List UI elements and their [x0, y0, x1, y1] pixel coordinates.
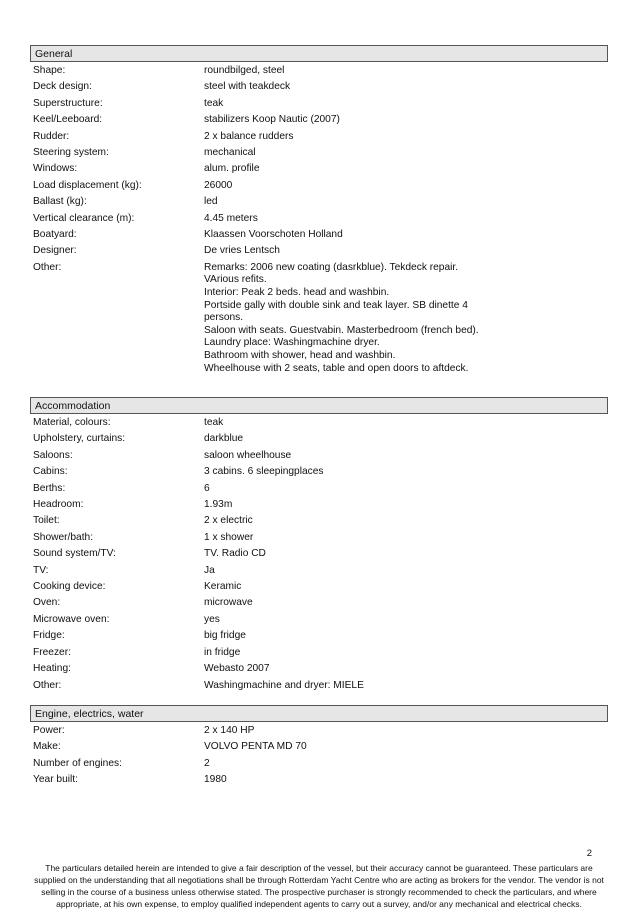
section-engine: [30, 705, 608, 789]
spec-row: [30, 756, 608, 772]
section-header-general: General: [30, 45, 608, 62]
spec-value: alum. profile: [204, 163, 260, 175]
spec-value: 2: [204, 757, 210, 769]
spec-value: steel with teakdeck: [204, 81, 291, 93]
spec-row: [30, 739, 608, 755]
spec-label: Designer:: [33, 245, 77, 257]
section-general: [30, 45, 608, 375]
remark-line: Interior: Peak 2 beds. head and washbin.: [204, 287, 390, 299]
disclaimer-line: The particulars detailed herein are intended to give a fair description of the vessel, but their accuracy cannot be guaranteed. These particulars are: [45, 863, 593, 873]
spec-label: Toilet:: [33, 515, 60, 527]
spec-label: Upholstery, curtains:: [33, 433, 126, 445]
spec-value: 1 x shower: [204, 531, 254, 543]
disclaimer-footer: [0, 862, 638, 910]
spec-row: [30, 661, 608, 677]
spec-row: [30, 645, 608, 661]
remark-line: persons.: [204, 312, 244, 324]
remark-line: Saloon with seats. Guestvabin. Masterbedroom (french bed).: [204, 324, 479, 336]
spec-label: Shape:: [33, 65, 66, 76]
spec-value: 1980: [204, 774, 227, 786]
remark-line: Bathroom with shower, head and washbin.: [204, 350, 396, 362]
remark-line: Portside gally with double sink and teak layer. SB dinette 4: [204, 299, 468, 311]
spec-row: [30, 481, 608, 497]
section-header-engine: Engine, electrics, water: [30, 705, 608, 722]
spec-label: Sound system/TV:: [33, 548, 116, 560]
spec-value: darkblue: [204, 433, 244, 445]
spec-label: Cooking device:: [33, 581, 106, 593]
remark-line: Wheelhouse with 2 seats, table and open doors to aftdeck.: [204, 362, 469, 374]
spec-label: Other:: [33, 679, 62, 691]
spec-value: Keramic: [204, 581, 242, 593]
spec-value: 3 cabins. 6 sleepingplaces: [204, 466, 324, 478]
spec-row: [30, 243, 608, 259]
spec-value: saloon wheelhouse: [204, 449, 292, 461]
spec-value: 4.45 meters: [204, 212, 258, 224]
spec-label: Saloons:: [33, 449, 73, 461]
spec-value: yes: [204, 613, 220, 625]
spec-row: [30, 431, 608, 447]
spec-row: [30, 530, 608, 546]
remark-line: Remarks: 2006 new coating (dasrkblue). Tekdeck repair.: [204, 261, 459, 273]
spec-label: Freezer:: [33, 646, 71, 658]
spec-value: 2 x 140 HP: [204, 725, 255, 736]
spec-value: stabilizers Koop Nautic (2007): [204, 114, 340, 126]
spec-label: Keel/Leeboard:: [33, 114, 103, 126]
spec-row-other: [30, 260, 608, 375]
spec-label: Material, colours:: [33, 417, 111, 428]
spec-label: TV:: [33, 564, 49, 576]
remark-line: Laundry place: Washingmachine dryer.: [204, 337, 380, 349]
spec-label: Oven:: [33, 597, 61, 609]
spec-value: teak: [204, 97, 224, 109]
spec-row: [30, 161, 608, 177]
section-header-accommodation: Accommodation: [30, 397, 608, 414]
spec-label: Microwave oven:: [33, 613, 110, 625]
spec-value: 26000: [204, 179, 233, 191]
spec-row: [30, 464, 608, 480]
spec-label: Ballast (kg):: [33, 196, 87, 208]
spec-label: Rudder:: [33, 130, 70, 142]
spec-value: TV. Radio CD: [204, 548, 266, 560]
spec-value: in fridge: [204, 646, 241, 658]
spec-label: Load displacement (kg):: [33, 179, 142, 191]
spec-label: Windows:: [33, 163, 78, 175]
section-accommodation: [30, 397, 608, 694]
spec-row: [30, 497, 608, 513]
general-rows: [30, 62, 608, 375]
accommodation-rows: [30, 414, 608, 694]
spec-value: led: [204, 196, 218, 208]
spec-value: roundbilged, steel: [204, 65, 285, 76]
spec-row: [30, 628, 608, 644]
spec-row: [30, 513, 608, 529]
spec-label: Power:: [33, 725, 65, 736]
spec-row: [30, 178, 608, 194]
spec-label: Boatyard:: [33, 229, 77, 241]
spec-value: 2 x electric: [204, 515, 253, 527]
spec-row: [30, 415, 608, 431]
spec-row: [30, 194, 608, 210]
spec-value: big fridge: [204, 630, 246, 642]
spec-value: 2 x balance rudders: [204, 130, 294, 142]
disclaimer-line: supplied on the understanding that all negotiations shall be through Rotterdam Yacht Centre who are acting as brokers for the vendor. The vendor is not: [34, 875, 604, 885]
spec-row: [30, 145, 608, 161]
spec-value: teak: [204, 417, 224, 428]
spec-row: [30, 563, 608, 579]
spec-value: VOLVO PENTA MD 70: [204, 741, 307, 753]
spec-row: [30, 112, 608, 128]
spec-row: [30, 129, 608, 145]
spec-label: Make:: [33, 741, 61, 753]
spec-label: Berths:: [33, 482, 66, 494]
spec-row: [30, 678, 608, 694]
spec-value: Webasto 2007: [204, 663, 270, 675]
spec-row: [30, 79, 608, 95]
spec-value-other: [204, 262, 608, 375]
spec-row: [30, 595, 608, 611]
remark-line: VArious refits.: [204, 274, 267, 286]
spec-value: Klaassen Voorschoten Holland: [204, 229, 343, 241]
spec-row: [30, 579, 608, 595]
spec-value: 6: [204, 482, 210, 494]
spec-row: [30, 546, 608, 562]
spec-label: Headroom:: [33, 499, 84, 511]
spec-value: De vries Lentsch: [204, 245, 280, 257]
spec-row: [30, 448, 608, 464]
spec-value: microwave: [204, 597, 253, 609]
spec-label: Superstructure:: [33, 97, 103, 109]
spec-row: [30, 227, 608, 243]
spec-label: Year built:: [33, 774, 78, 786]
spec-row: [30, 612, 608, 628]
spec-row: [30, 63, 608, 79]
engine-rows: [30, 722, 608, 789]
spec-label: Number of engines:: [33, 757, 122, 769]
spec-value: Ja: [204, 564, 215, 576]
spec-label: Steering system:: [33, 147, 109, 159]
spec-label: Vertical clearance (m):: [33, 212, 135, 224]
spec-value: 1.93m: [204, 499, 233, 511]
spec-row: [30, 772, 608, 788]
spec-row: [30, 723, 608, 739]
spec-label: Shower/bath:: [33, 531, 94, 543]
spec-value: mechanical: [204, 147, 256, 159]
spec-value: Washingmachine and dryer: MIELE: [204, 679, 364, 691]
spec-label: Heating:: [33, 663, 71, 675]
spec-label: Deck design:: [33, 81, 92, 93]
spec-row: [30, 96, 608, 112]
spec-label: Cabins:: [33, 466, 68, 478]
page-number: 2: [586, 848, 592, 859]
spec-label: Other:: [33, 261, 62, 273]
spec-row: [30, 211, 608, 227]
disclaimer-line: selling in the course of a business unless otherwise stated. The prospective purchaser is strongly recommended to check the particulars, and where: [41, 887, 597, 897]
spec-label: Fridge:: [33, 630, 65, 642]
disclaimer-line: appropriate, at his own expense, to employ qualified independent agents to carry out a survey, and/or any mechanical and electrical checks.: [56, 899, 582, 909]
